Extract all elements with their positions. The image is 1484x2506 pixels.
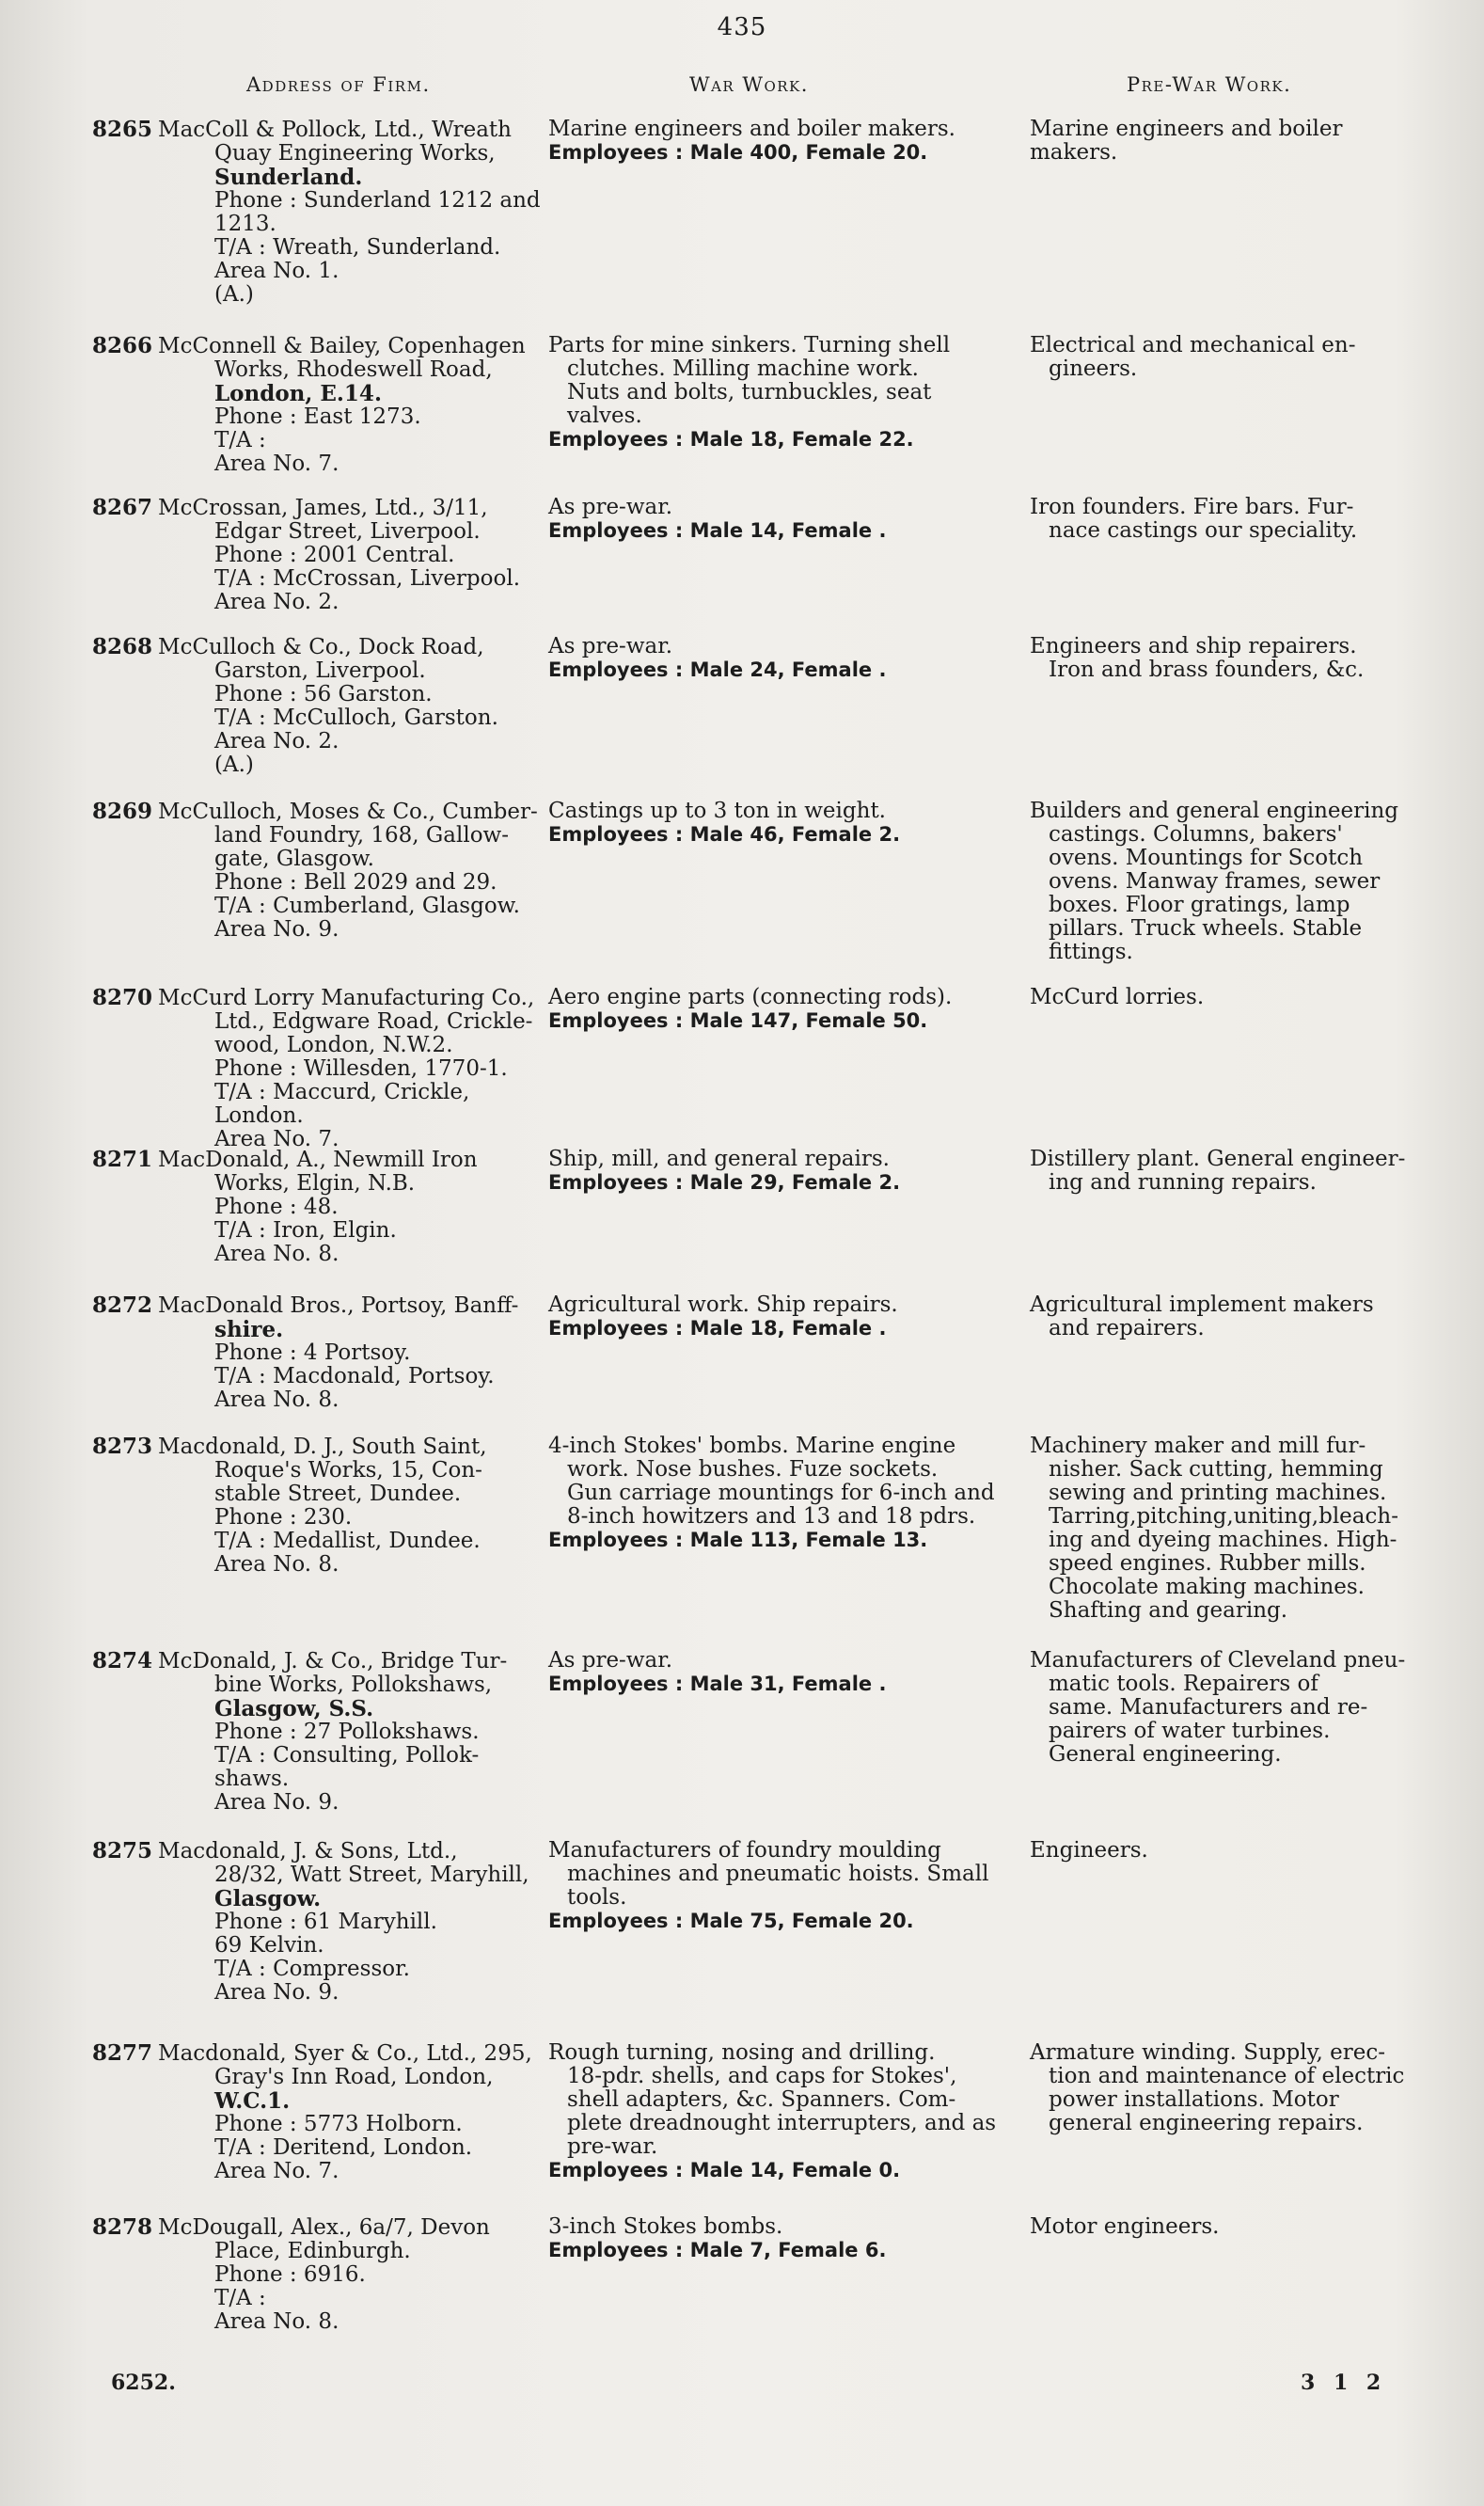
- war-work: [548, 118, 1009, 165]
- address-line: T/A :: [214, 428, 266, 452]
- entry-number: 8269: [92, 799, 153, 824]
- address-line: Works, Rhodeswell Road,: [214, 357, 493, 382]
- employees-count: Employees : Male 18, Female .: [548, 1317, 887, 1340]
- war-work-line: plete dreadnought interrupters, and as: [567, 2111, 997, 2135]
- prewar-work-line: and repairers.: [1049, 1316, 1205, 1340]
- address-line: Area No. 9.: [214, 917, 339, 942]
- prewar-work-line: Motor engineers.: [1030, 2214, 1220, 2239]
- address-line: T/A :: [214, 2286, 266, 2310]
- war-work-line: Parts for mine sinkers. Turning shell: [548, 333, 951, 357]
- prewar-work: [1030, 1148, 1429, 1195]
- address-line: land Foundry, 168, Gallow-: [214, 823, 509, 848]
- firm-address: [92, 1649, 544, 1815]
- prewar-work: [1030, 1435, 1429, 1623]
- prewar-work: [1030, 635, 1429, 682]
- address-line: Area No. 2.: [214, 590, 339, 614]
- war-work-line: Nuts and bolts, turnbuckles, seat: [567, 380, 932, 404]
- employees-count: Employees : Male 46, Female 2.: [548, 823, 901, 846]
- firm-name-line: McCrossan, James, Ltd., 3/11,: [158, 496, 488, 520]
- address-line: T/A : Deritend, London.: [214, 2135, 473, 2160]
- address-line: Area No. 9.: [214, 1790, 339, 1815]
- employees-count: Employees : Male 31, Female .: [548, 1673, 887, 1695]
- entry-number: 8266: [92, 333, 153, 358]
- firm-address: [92, 1435, 544, 1577]
- entry-number: 8272: [92, 1293, 153, 1318]
- employees-count: Employees : Male 29, Female 2.: [548, 1171, 901, 1194]
- firm-name-line: McDougall, Alex., 6a/7, Devon: [158, 2215, 490, 2240]
- address-line: stable Street, Dundee.: [214, 1482, 462, 1506]
- war-work-line: As pre-war.: [548, 495, 673, 519]
- employees-count: Employees : Male 18, Female 22.: [548, 428, 914, 451]
- prewar-work-line: Iron and brass founders, &c.: [1049, 658, 1365, 682]
- firm-address: [92, 635, 544, 777]
- firm-address: [92, 1293, 544, 1412]
- entry-number: 8271: [92, 1147, 153, 1172]
- address-line: bine Works, Pollokshaws,: [214, 1673, 493, 1697]
- prewar-work-line: Builders and general engineering: [1030, 799, 1398, 823]
- prewar-work-line: fittings.: [1049, 940, 1133, 964]
- war-work-line: As pre-war.: [548, 1648, 673, 1673]
- prewar-work-line: tion and maintenance of electric: [1049, 2064, 1405, 2088]
- firm-address: [92, 496, 544, 614]
- address-line: shire.: [214, 1317, 284, 1342]
- war-work: [548, 635, 1009, 682]
- entry-number: 8267: [92, 495, 153, 520]
- prewar-work: [1030, 496, 1429, 543]
- entry-number: 8268: [92, 634, 153, 659]
- employees-count: Employees : Male 7, Female 6.: [548, 2239, 887, 2261]
- address-line: Edgar Street, Liverpool.: [214, 519, 481, 544]
- prewar-work-line: Electrical and mechanical en-: [1030, 333, 1356, 357]
- address-line: T/A : Iron, Elgin.: [214, 1218, 397, 1243]
- address-line: Sunderland.: [214, 165, 363, 190]
- prewar-work-line: ovens. Manway frames, sewer: [1049, 869, 1381, 894]
- address-line: Phone : 4 Portsoy.: [214, 1340, 411, 1365]
- address-line: Garston, Liverpool.: [214, 658, 426, 683]
- prewar-work: [1030, 1293, 1429, 1340]
- war-work-line: Ship, mill, and general repairs.: [548, 1147, 890, 1171]
- war-work: [548, 1435, 1009, 1552]
- address-line: London, E.14.: [214, 381, 382, 406]
- employees-count: Employees : Male 147, Female 50.: [548, 1009, 928, 1032]
- war-work: [548, 800, 1009, 847]
- war-work: [548, 2041, 1009, 2182]
- prewar-work-line: castings. Columns, bakers': [1049, 822, 1343, 847]
- address-line: Area No. 1.: [214, 259, 339, 283]
- firm-address: [92, 986, 544, 1151]
- firm-address: [92, 118, 544, 307]
- address-line: Quay Engineering Works,: [214, 141, 496, 166]
- prewar-work-line: nisher. Sack cutting, hemming: [1049, 1457, 1383, 1482]
- address-line: T/A : Compressor.: [214, 1957, 410, 1981]
- address-line: (A.): [214, 282, 254, 307]
- address-line: Ltd., Edgware Road, Crickle-: [214, 1009, 533, 1034]
- firm-name-line: MacDonald, A., Newmill Iron: [158, 1148, 478, 1172]
- address-line: Area No. 2.: [214, 729, 339, 753]
- address-line: Area No. 7.: [214, 1127, 339, 1151]
- war-work: [548, 334, 1009, 452]
- address-line: Phone : Bell 2029 and 29.: [214, 870, 497, 895]
- prewar-work-line: Engineers.: [1030, 1838, 1148, 1863]
- footer-signature: 3 1 2: [1301, 2371, 1387, 2395]
- header-prewar-work: Pre-War Work.: [1127, 73, 1292, 96]
- address-line: Phone : East 1273.: [214, 404, 421, 429]
- employees-count: Employees : Male 24, Female .: [548, 658, 887, 681]
- prewar-work-line: Agricultural implement makers: [1030, 1293, 1374, 1317]
- entry-number: 8265: [92, 117, 153, 142]
- address-line: Phone : 2001 Central.: [214, 543, 455, 567]
- prewar-work-line: ovens. Mountings for Scotch: [1049, 846, 1364, 870]
- war-work-line: shell adapters, &c. Spanners. Com-: [567, 2087, 956, 2112]
- prewar-work-line: Shafting and gearing.: [1049, 1598, 1288, 1623]
- address-line: Phone : Sunderland 1212 and: [214, 188, 541, 213]
- firm-address: [92, 334, 544, 476]
- address-line: Phone : 48.: [214, 1195, 339, 1219]
- address-line: Area No. 8.: [214, 1552, 339, 1577]
- firm-name-line: McCulloch, Moses & Co., Cumber-: [158, 800, 538, 824]
- war-work-line: 3-inch Stokes bombs.: [548, 2214, 783, 2239]
- war-work-line: Aero engine parts (connecting rods).: [548, 985, 953, 1009]
- war-work-line: Rough turning, nosing and drilling.: [548, 2040, 936, 2065]
- war-work: [548, 1649, 1009, 1696]
- war-work: [548, 1839, 1009, 1933]
- prewar-work-line: Armature winding. Supply, erec-: [1030, 2040, 1385, 2065]
- address-line: Phone : Willesden, 1770-1.: [214, 1056, 508, 1081]
- firm-name-line: MacColl & Pollock, Ltd., Wreath: [158, 118, 512, 142]
- prewar-work-line: Iron founders. Fire bars. Fur-: [1030, 495, 1354, 519]
- entry-number: 8277: [92, 2040, 153, 2066]
- prewar-work-line: Marine engineers and boiler makers.: [1030, 117, 1343, 165]
- war-work-line: pre-war.: [567, 2134, 658, 2159]
- war-work-line: 4-inch Stokes' bombs. Marine engine: [548, 1434, 956, 1458]
- prewar-work-line: same. Manufacturers and re-: [1049, 1695, 1368, 1720]
- prewar-work-line: ing and running repairs.: [1049, 1170, 1317, 1195]
- prewar-work-line: matic tools. Repairers of: [1049, 1672, 1318, 1696]
- header-war-work: War Work.: [689, 73, 809, 96]
- address-line: Area No. 7.: [214, 2159, 339, 2183]
- address-line: Area No. 8.: [214, 1242, 339, 1266]
- war-work: [548, 2215, 1009, 2262]
- address-line: gate, Glasgow.: [214, 847, 374, 871]
- address-line: Glasgow, S.S.: [214, 1696, 374, 1721]
- firm-name-line: Macdonald, J. & Sons, Ltd.,: [158, 1839, 458, 1864]
- prewar-work: [1030, 334, 1429, 381]
- war-work: [548, 986, 1009, 1033]
- employees-count: Employees : Male 14, Female .: [548, 519, 887, 542]
- war-work-line: Agricultural work. Ship repairs.: [548, 1293, 898, 1317]
- firm-name-line: Macdonald, Syer & Co., Ltd., 295,: [158, 2041, 532, 2066]
- war-work-line: As pre-war.: [548, 634, 673, 658]
- war-work-line: Castings up to 3 ton in weight.: [548, 799, 886, 823]
- firm-name-line: McDonald, J. & Co., Bridge Tur-: [158, 1649, 508, 1673]
- prewar-work: [1030, 800, 1429, 964]
- address-line: Area No. 8.: [214, 2309, 339, 2334]
- address-line: 1213.: [214, 212, 276, 236]
- address-line: W.C.1.: [214, 2088, 291, 2114]
- prewar-work-line: General engineering.: [1049, 1742, 1282, 1767]
- prewar-work-line: pairers of water turbines.: [1049, 1719, 1331, 1743]
- prewar-work-line: Distillery plant. General engineer-: [1030, 1147, 1406, 1171]
- prewar-work-line: Engineers and ship repairers.: [1030, 634, 1357, 658]
- war-work-line: Gun carriage mountings for 6-inch and: [567, 1481, 995, 1505]
- war-work-line: clutches. Milling machine work.: [567, 357, 919, 381]
- prewar-work-line: pillars. Truck wheels. Stable: [1049, 916, 1363, 941]
- address-line: Area No. 9.: [214, 1980, 339, 2005]
- address-line: wood, London, N.W.2.: [214, 1033, 453, 1057]
- prewar-work: [1030, 118, 1429, 165]
- war-work-line: machines and pneumatic hoists. Small: [567, 1862, 989, 1886]
- prewar-work-line: ing and dyeing machines. High-: [1049, 1528, 1397, 1552]
- firm-address: [92, 2041, 544, 2183]
- entry-number: 8275: [92, 1838, 153, 1864]
- address-line: Place, Edinburgh.: [214, 2239, 411, 2263]
- address-line: Roque's Works, 15, Con-: [214, 1458, 482, 1483]
- prewar-work-line: McCurd lorries.: [1030, 985, 1205, 1009]
- prewar-work: [1030, 2215, 1429, 2239]
- war-work-line: 18-pdr. shells, and caps for Stokes',: [567, 2064, 957, 2088]
- prewar-work-line: Chocolate making machines.: [1049, 1575, 1365, 1599]
- address-line: T/A : Consulting, Pollok-: [214, 1743, 480, 1768]
- address-line: T/A : Macdonald, Portsoy.: [214, 1364, 495, 1388]
- firm-name-line: MacDonald Bros., Portsoy, Banff-: [158, 1293, 519, 1318]
- firm-name-line: McConnell & Bailey, Copenhagen: [158, 334, 526, 358]
- prewar-work: [1030, 986, 1429, 1009]
- entry-number: 8273: [92, 1434, 153, 1459]
- page-number: 435: [717, 13, 767, 41]
- address-line: 28/32, Watt Street, Maryhill,: [214, 1863, 529, 1887]
- address-line: shaws.: [214, 1767, 290, 1791]
- address-line: T/A : McCulloch, Garston.: [214, 706, 498, 730]
- address-line: Gray's Inn Road, London,: [214, 2065, 494, 2089]
- firm-address: [92, 1839, 544, 2005]
- address-line: Phone : 230.: [214, 1505, 353, 1530]
- prewar-work-line: Manufacturers of Cleveland pneu-: [1030, 1648, 1406, 1673]
- address-line: 69 Kelvin.: [214, 1933, 324, 1958]
- war-work: [548, 1148, 1009, 1195]
- address-line: Area No. 7.: [214, 452, 339, 476]
- firm-address: [92, 1148, 544, 1266]
- firm-name-line: McCurd Lorry Manufacturing Co.,: [158, 986, 535, 1010]
- prewar-work-line: general engineering repairs.: [1049, 2111, 1364, 2135]
- firm-name-line: McCulloch & Co., Dock Road,: [158, 635, 484, 659]
- footer-code: 6252.: [111, 2371, 176, 2395]
- prewar-work-line: power installations. Motor: [1049, 2087, 1339, 2112]
- address-line: T/A : McCrossan, Liverpool.: [214, 566, 521, 591]
- war-work-line: work. Nose bushes. Fuze sockets.: [567, 1457, 939, 1482]
- firm-address: [92, 800, 544, 942]
- address-line: Phone : 6916.: [214, 2262, 366, 2287]
- prewar-work: [1030, 1649, 1429, 1767]
- prewar-work-line: sewing and printing machines.: [1049, 1481, 1387, 1505]
- address-line: Works, Elgin, N.B.: [214, 1171, 416, 1196]
- employees-count: Employees : Male 113, Female 13.: [548, 1529, 928, 1551]
- address-line: Phone : 5773 Holborn.: [214, 2112, 463, 2136]
- employees-count: Employees : Male 75, Female 20.: [548, 1910, 914, 1932]
- address-line: Phone : 61 Maryhill.: [214, 1910, 437, 1934]
- address-line: T/A : Medallist, Dundee.: [214, 1529, 481, 1553]
- address-line: Glasgow.: [214, 1886, 322, 1911]
- war-work-line: Marine engineers and boiler makers.: [548, 117, 955, 141]
- address-line: Phone : 56 Garston.: [214, 682, 433, 706]
- address-line: (A.): [214, 753, 254, 777]
- address-line: T/A : Maccurd, Crickle, London.: [214, 1080, 470, 1128]
- war-work: [548, 496, 1009, 543]
- war-work-line: tools.: [567, 1885, 627, 1910]
- header-address: Address of Firm.: [246, 73, 431, 96]
- firm-name-line: Macdonald, D. J., South Saint,: [158, 1435, 487, 1459]
- firm-address: [92, 2215, 544, 2334]
- address-line: Phone : 27 Pollokshaws.: [214, 1720, 480, 1744]
- address-line: T/A : Cumberland, Glasgow.: [214, 894, 520, 918]
- entry-number: 8270: [92, 985, 153, 1010]
- prewar-work: [1030, 2041, 1429, 2135]
- employees-count: Employees : Male 14, Female 0.: [548, 2159, 901, 2181]
- prewar-work-line: nace castings our speciality.: [1049, 518, 1358, 543]
- address-line: Area No. 8.: [214, 1388, 339, 1412]
- entry-number: 8274: [92, 1648, 153, 1673]
- employees-count: Employees : Male 400, Female 20.: [548, 141, 928, 164]
- prewar-work-line: boxes. Floor gratings, lamp: [1049, 893, 1350, 917]
- prewar-work-line: gineers.: [1049, 357, 1138, 381]
- war-work-line: valves.: [567, 404, 642, 428]
- address-line: T/A : Wreath, Sunderland.: [214, 235, 501, 260]
- prewar-work-line: Machinery maker and mill fur-: [1030, 1434, 1366, 1458]
- war-work-line: 8-inch howitzers and 13 and 18 pdrs.: [567, 1504, 976, 1529]
- prewar-work-line: Tarring,pitching,uniting,bleach-: [1049, 1504, 1398, 1529]
- entry-number: 8278: [92, 2214, 153, 2240]
- war-work-line: Manufacturers of foundry moulding: [548, 1838, 941, 1863]
- prewar-work-line: speed engines. Rubber mills.: [1049, 1551, 1366, 1576]
- prewar-work: [1030, 1839, 1429, 1863]
- war-work: [548, 1293, 1009, 1340]
